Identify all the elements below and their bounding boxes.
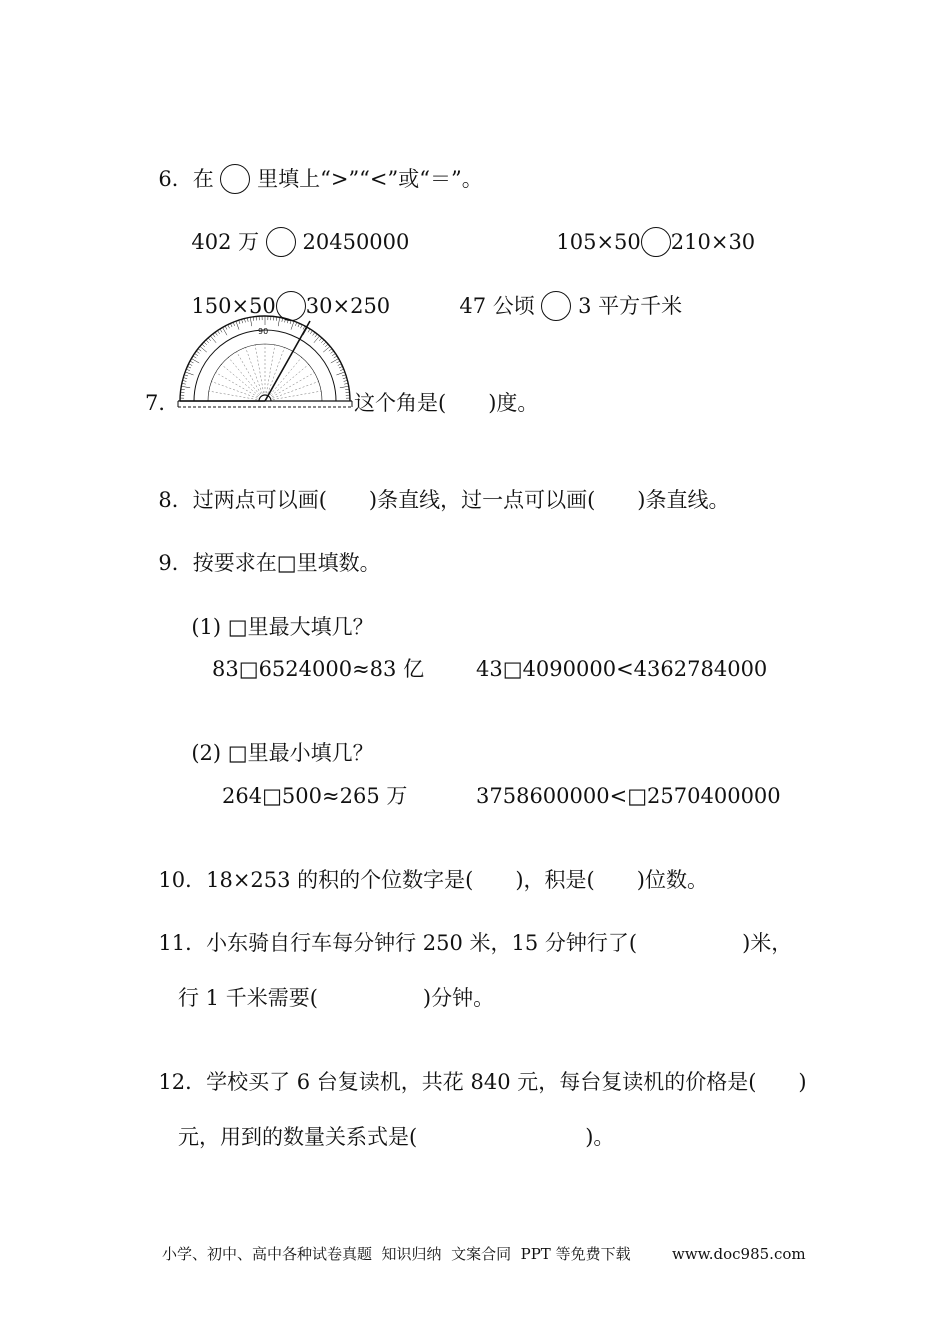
q6-item-1-left: 402 万 — [191, 230, 260, 254]
q12-line-2: 元，用到的数量关系式是( )。 — [178, 1125, 615, 1149]
q6-item-3 — [178, 270, 390, 321]
q6-item-1-right: 20450000 — [302, 230, 410, 254]
q9-text: 按要求在□里填数。 — [192, 551, 381, 575]
q9-part2 — [178, 722, 374, 764]
q6-item-3-right: 30×250 — [305, 294, 391, 318]
protractor-90-label: 90 — [258, 327, 269, 336]
q9-part1-item-1: 83□6524000≈83 亿 — [212, 657, 425, 681]
q6-text-a: 在 — [192, 167, 214, 191]
q6-item-2 — [543, 206, 755, 257]
q9-part1-label: (1) — [191, 615, 222, 639]
footer-website-link[interactable]: www.doc985.com — [672, 1245, 806, 1263]
q6-item-1 — [178, 206, 409, 257]
q8-text: 过两点可以画( )条直线，过一点可以画( )条直线。 — [192, 488, 730, 512]
answer-circle-example — [220, 164, 250, 194]
q6-item-3-left: 150×50 — [191, 294, 276, 318]
answer-circle-1[interactable] — [266, 227, 296, 257]
q11-line-2: 行 1 千米需要( )分钟。 — [178, 986, 495, 1010]
q11-line-1 — [145, 912, 792, 954]
q9-part2-item-2: 3758600000<□2570400000 — [476, 784, 781, 808]
protractor-figure — [176, 315, 354, 411]
q9-part1-text: □里最大填几？ — [227, 615, 374, 639]
q7-text: 这个角是( )度。 — [354, 391, 539, 415]
q9-line — [145, 532, 381, 574]
q10-text: 18×253 的积的个位数字是( )，积是( )位数。 — [206, 868, 708, 892]
q8-line — [145, 469, 730, 511]
q7-number: 7． — [145, 391, 180, 415]
q9-part1 — [178, 596, 374, 638]
q9-part2-text: □里最小填几？ — [227, 741, 374, 765]
q6-item-4 — [446, 270, 682, 321]
q6-item-2-right: 210×30 — [670, 230, 756, 254]
footer-text: 小学、初中、高中各种试卷真题 知识归纳 文案合同 PPT 等免费下载 — [162, 1245, 631, 1263]
q6-item-4-right: 3 平方千米 — [578, 294, 683, 318]
q9-part2-label: (2) — [191, 741, 222, 765]
q9-part1-item-2: 43□4090000<4362784000 — [476, 657, 768, 681]
q12-line1-text: 学校买了 6 台复读机，共花 840 元，每台复读机的价格是( ) — [206, 1070, 807, 1094]
q10-number: 10． — [158, 868, 207, 892]
q6-stem — [145, 143, 483, 194]
answer-circle-4[interactable] — [541, 291, 571, 321]
q11-line1-text: 小东骑自行车每分钟行 250 米，15 分钟行了( )米， — [206, 931, 793, 955]
q12-line-1 — [145, 1051, 807, 1093]
q9-number: 9． — [158, 551, 193, 575]
q6-text-b: 里填上“>”“<”或“＝”。 — [257, 167, 483, 191]
q8-number: 8． — [158, 488, 193, 512]
q11-number: 11． — [158, 931, 207, 955]
answer-circle-2[interactable] — [641, 227, 671, 257]
q6-number: 6． — [158, 167, 193, 191]
q9-part2-item-1: 264□500≈265 万 — [222, 784, 408, 808]
q6-item-2-left: 105×50 — [556, 230, 641, 254]
q12-number: 12． — [158, 1070, 207, 1094]
q10-line — [145, 849, 708, 891]
q6-item-4-left: 47 公顷 — [459, 294, 535, 318]
